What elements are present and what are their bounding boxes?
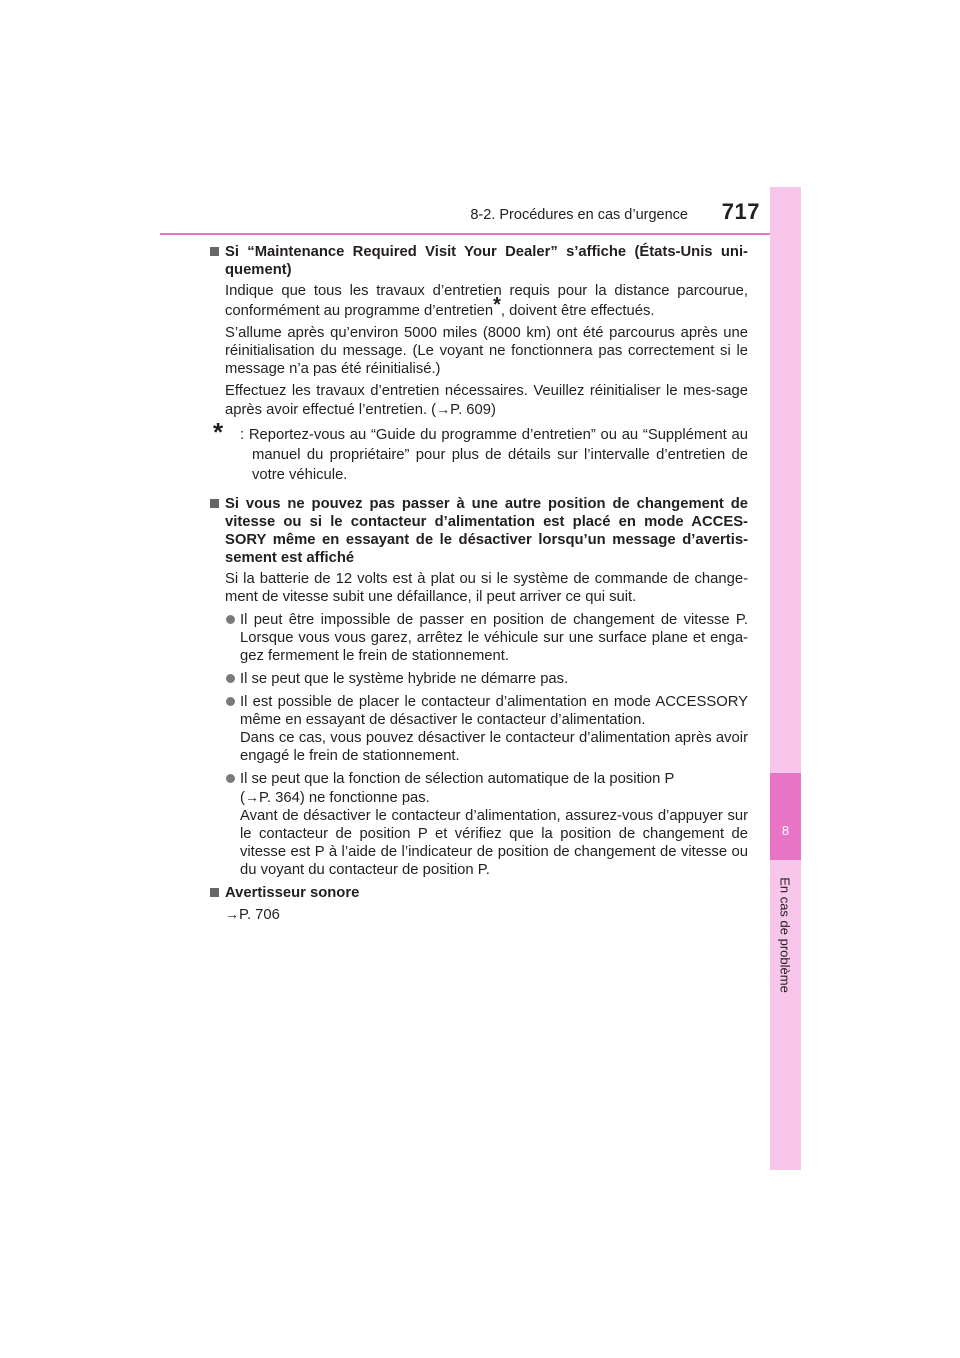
list-item-text: Dans ce cas, vous pouvez désactiver le contacteur d’alimentation après avoir engagé le frein de stationnement. — [240, 730, 748, 764]
list-item — [225, 670, 748, 688]
list-item-text: Il se peut que le système hybride ne démarre pas. — [240, 671, 569, 687]
chapter-number: 8 — [781, 823, 790, 838]
text-span: ) ne fonctionne pas. — [299, 790, 430, 806]
chapter-number-box — [770, 773, 801, 860]
page-reference[interactable]: P. 706 — [239, 907, 280, 923]
text-span: ) — [490, 402, 496, 418]
running-header-section: 8-2. Procédures en cas d’urgence — [470, 207, 688, 223]
list-item-text: Il se peut que la fonction de sélection automatique de la position P — [240, 771, 675, 787]
asterisk-footnote-marker: * — [493, 294, 501, 316]
chapter-title: En cas de problème — [777, 877, 793, 993]
list-item — [225, 770, 748, 879]
footnote — [213, 417, 748, 485]
text-span: Indique que tous les travaux d’entretien requis pour la distance parcourue, conformément au programme d’entretien — [225, 283, 748, 319]
list-item-text: Il est possible de placer le contacteur d’alimentation en mode ACCESSORY même en essayant de désactiver le contacteur d’alimentation. — [240, 694, 748, 728]
square-bullet-icon — [210, 888, 219, 897]
paragraph — [225, 382, 748, 419]
square-bullet-icon — [210, 499, 219, 508]
right-arrow-icon: → — [436, 401, 451, 417]
section-title: Si vous ne pouvez pas passer à une autre position de changement de vitesse ou si le contacteur d’alimentation est placé en mode ACCES-SORY même en essayant de le désactiver lorsqu’un message d’avertis-sement est affiché — [225, 496, 748, 566]
section-maintenance-required — [210, 243, 748, 485]
right-arrow-icon: → — [244, 789, 259, 805]
list-item-text — [240, 788, 748, 807]
page-content — [210, 243, 748, 924]
header-divider — [160, 233, 800, 235]
round-bullet-icon — [226, 674, 235, 683]
text-span: ( — [240, 790, 245, 806]
list-item-text: Il peut être impossible de passer en position de changement de vitesse P. Lorsque vous vous garez, arrêtez le véhicule sur une surface plane et enga-gez fermement le frein de stationnement. — [240, 612, 748, 664]
paragraph: Si la batterie de 12 volts est à plat ou si le système de commande de change-ment de vitesse subit une défaillance, il peut arriver ce qui suit. — [225, 571, 748, 605]
asterisk-icon: * — [213, 417, 224, 447]
chapter-side-tab — [770, 187, 801, 1170]
page-reference[interactable]: P. 609 — [450, 402, 491, 418]
round-bullet-icon — [226, 615, 235, 624]
footnote-text: : Reportez-vous au “Guide du programme d’entretien” ou au “Supplément au manuel du propriétaire” pour plus de détails sur l’intervalle d’entretien de votre véhicule. — [240, 427, 748, 483]
round-bullet-icon — [226, 697, 235, 706]
list-item — [225, 693, 748, 765]
list-item-text: Avant de désactiver le contacteur d’alimentation, assurez-vous d’appuyer sur le contacteur de position P et vérifiez que la position de changement de vitesse est P à l’aide de l’indicateur de position de changement de vitesse ou du voyant du contacteur de position P. — [240, 808, 748, 878]
list-item — [225, 611, 748, 665]
paragraph: S’allume après qu’environ 5000 miles (8000 km) ont été parcourus après une réinitialisation du message. (Le voyant ne fonctionnera pas correctement si le message n’a pas été réinitialisé.) — [225, 325, 748, 377]
section-shift-position — [210, 495, 748, 879]
paragraph — [225, 282, 748, 320]
section-title: Si “Maintenance Required Visit Your Dealer” s’affiche (États-Unis uni-quement) — [225, 244, 748, 278]
paragraph — [225, 905, 748, 924]
right-arrow-icon: → — [225, 906, 239, 922]
text-span: , doivent être effectués. — [500, 303, 655, 319]
round-bullet-icon — [226, 774, 235, 783]
page-reference[interactable]: P. 364 — [258, 790, 300, 806]
page-number: 717 — [721, 199, 760, 224]
square-bullet-icon — [210, 247, 219, 256]
section-horn — [210, 884, 748, 924]
section-title: Avertisseur sonore — [225, 885, 360, 901]
text-span: Effectuez les travaux d’entretien nécessaires. Veuillez réinitialiser le mes-sage après avoir effectué l’entretien. ( — [225, 383, 748, 418]
